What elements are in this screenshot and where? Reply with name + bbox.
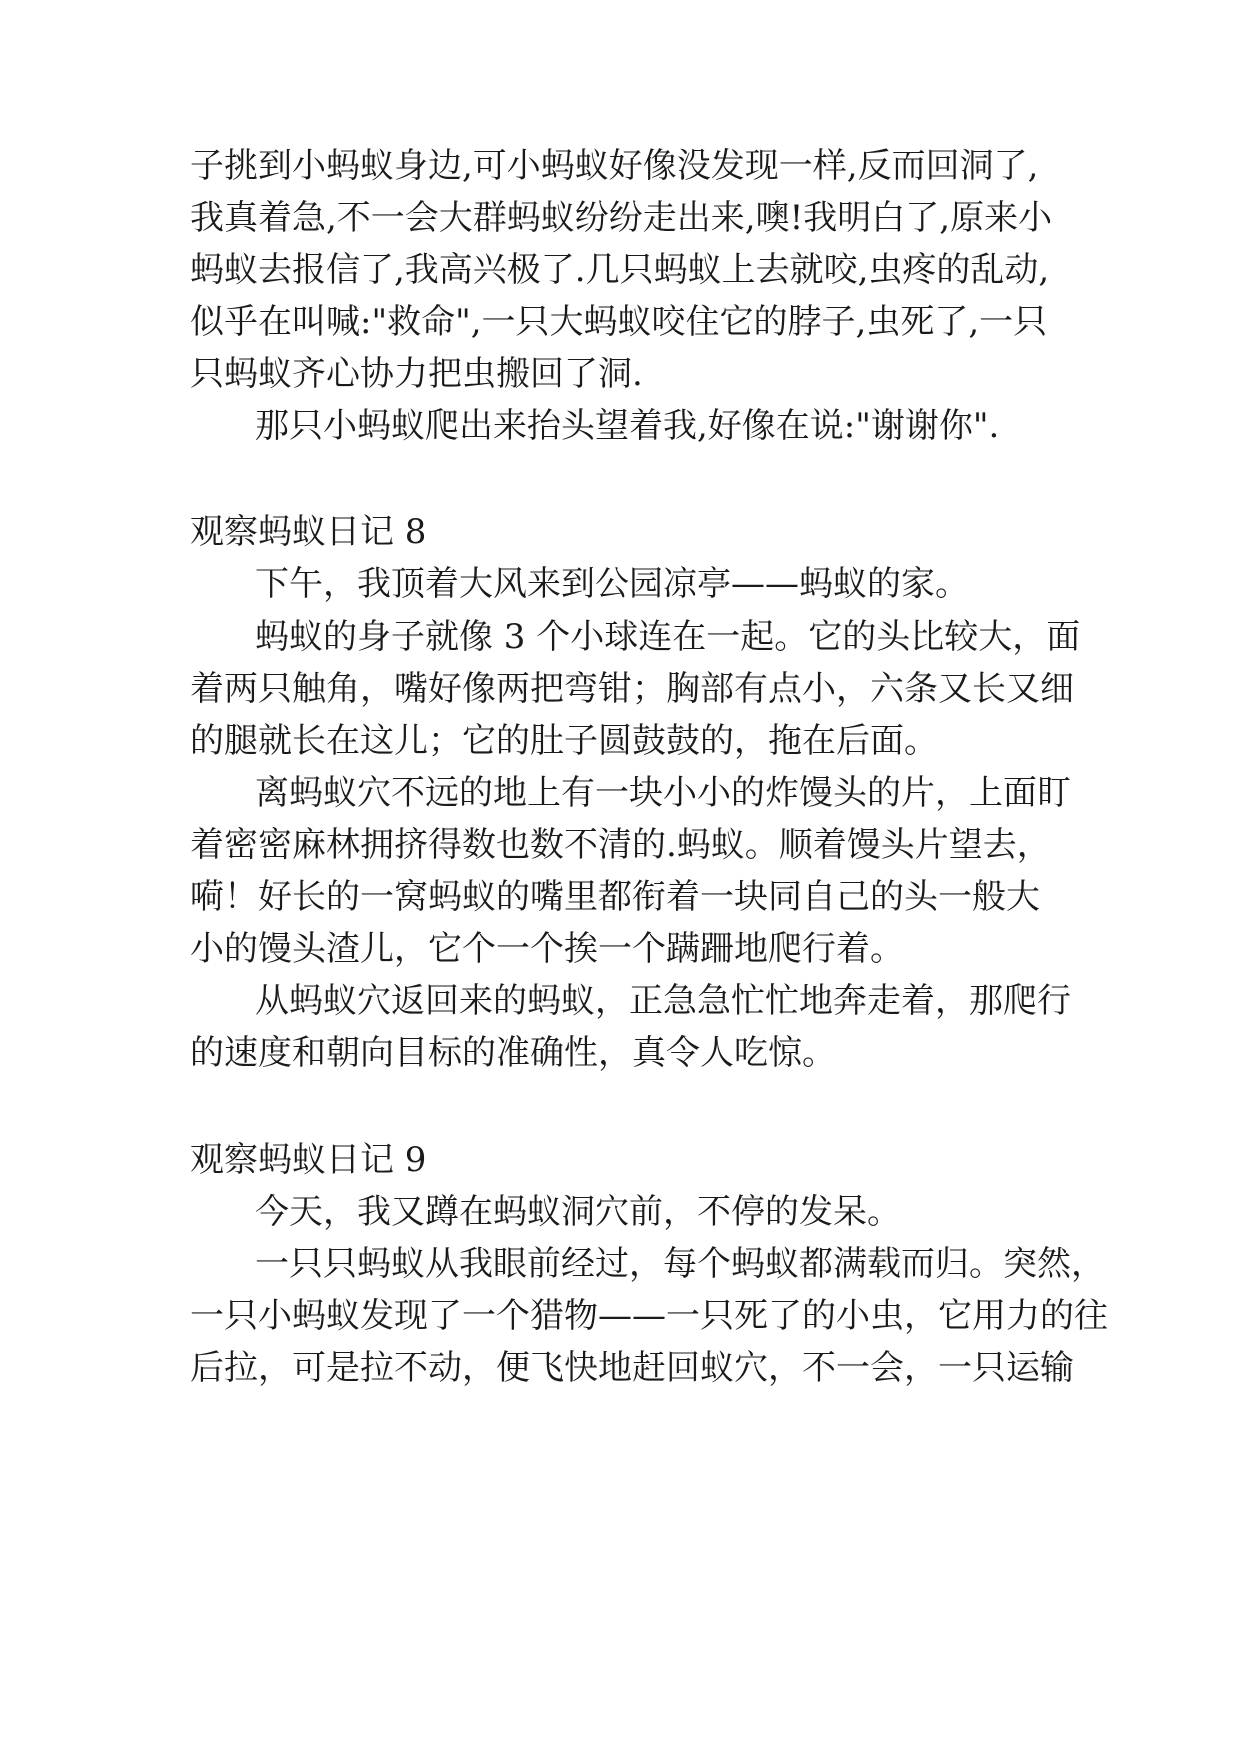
text-line: 一只小蚂蚁发现了一个猎物——一只死了的小虫，它用力的往	[190, 1296, 1108, 1336]
text-line: 似乎在叫喊:"救命",一只大蚂蚁咬住它的脖子,虫死了,一只	[190, 302, 1048, 342]
text-line: 小的馒头渣儿，它个一个挨一个蹒跚地爬行着。	[190, 929, 904, 969]
text-line: 的速度和朝向目标的准确性，真令人吃惊。	[190, 1033, 836, 1073]
text-line: 后拉，可是拉不动，便飞快地赶回蚁穴，不一会，一只运输	[190, 1348, 1074, 1388]
text-line: 嗬！好长的一窝蚂蚁的嘴里都衔着一块同自己的头一般大	[190, 877, 1040, 917]
section-heading: 观察蚂蚁日记 9	[190, 1140, 427, 1180]
text-line: 那只小蚂蚁爬出来抬头望着我,好像在说:"谢谢你".	[255, 406, 1000, 446]
text-line: 今天，我又蹲在蚂蚁洞穴前，不停的发呆。	[255, 1192, 901, 1232]
text-line: 离蚂蚁穴不远的地上有一块小小的炸馒头的片，上面盯	[255, 773, 1071, 813]
text-line: 的腿就长在这儿；它的肚子圆鼓鼓的，拖在后面。	[190, 721, 938, 761]
text-line: 只蚂蚁齐心协力把虫搬回了洞.	[190, 354, 643, 394]
text-line: 一只只蚂蚁从我眼前经过，每个蚂蚁都满载而归。突然，	[255, 1244, 1105, 1284]
text-line: 着密密麻林拥挤得数也数不清的.蚂蚁。顺着馒头片望去，	[190, 825, 1051, 865]
text-line: 子挑到小蚂蚁身边,可小蚂蚁好像没发现一样,反而回洞了,	[190, 146, 1039, 186]
text-line: 蚂蚁去报信了,我高兴极了.几只蚂蚁上去就咬,虫疼的乱动,	[190, 250, 1050, 290]
text-line: 着两只触角，嘴好像两把弯钳；胸部有点小，六条又长又细	[190, 669, 1074, 709]
text-line: 下午，我顶着大风来到公园凉亭——蚂蚁的家。	[255, 564, 969, 604]
text-line: 我真着急,不一会大群蚂蚁纷纷走出来,噢!我明白了,原来小	[190, 198, 1053, 238]
text-line: 从蚂蚁穴返回来的蚂蚁，正急急忙忙地奔走着，那爬行	[255, 981, 1071, 1021]
text-line: 蚂蚁的身子就像 3 个小球连在一起。它的头比较大，面	[255, 617, 1081, 657]
section-heading: 观察蚂蚁日记 8	[190, 512, 427, 552]
